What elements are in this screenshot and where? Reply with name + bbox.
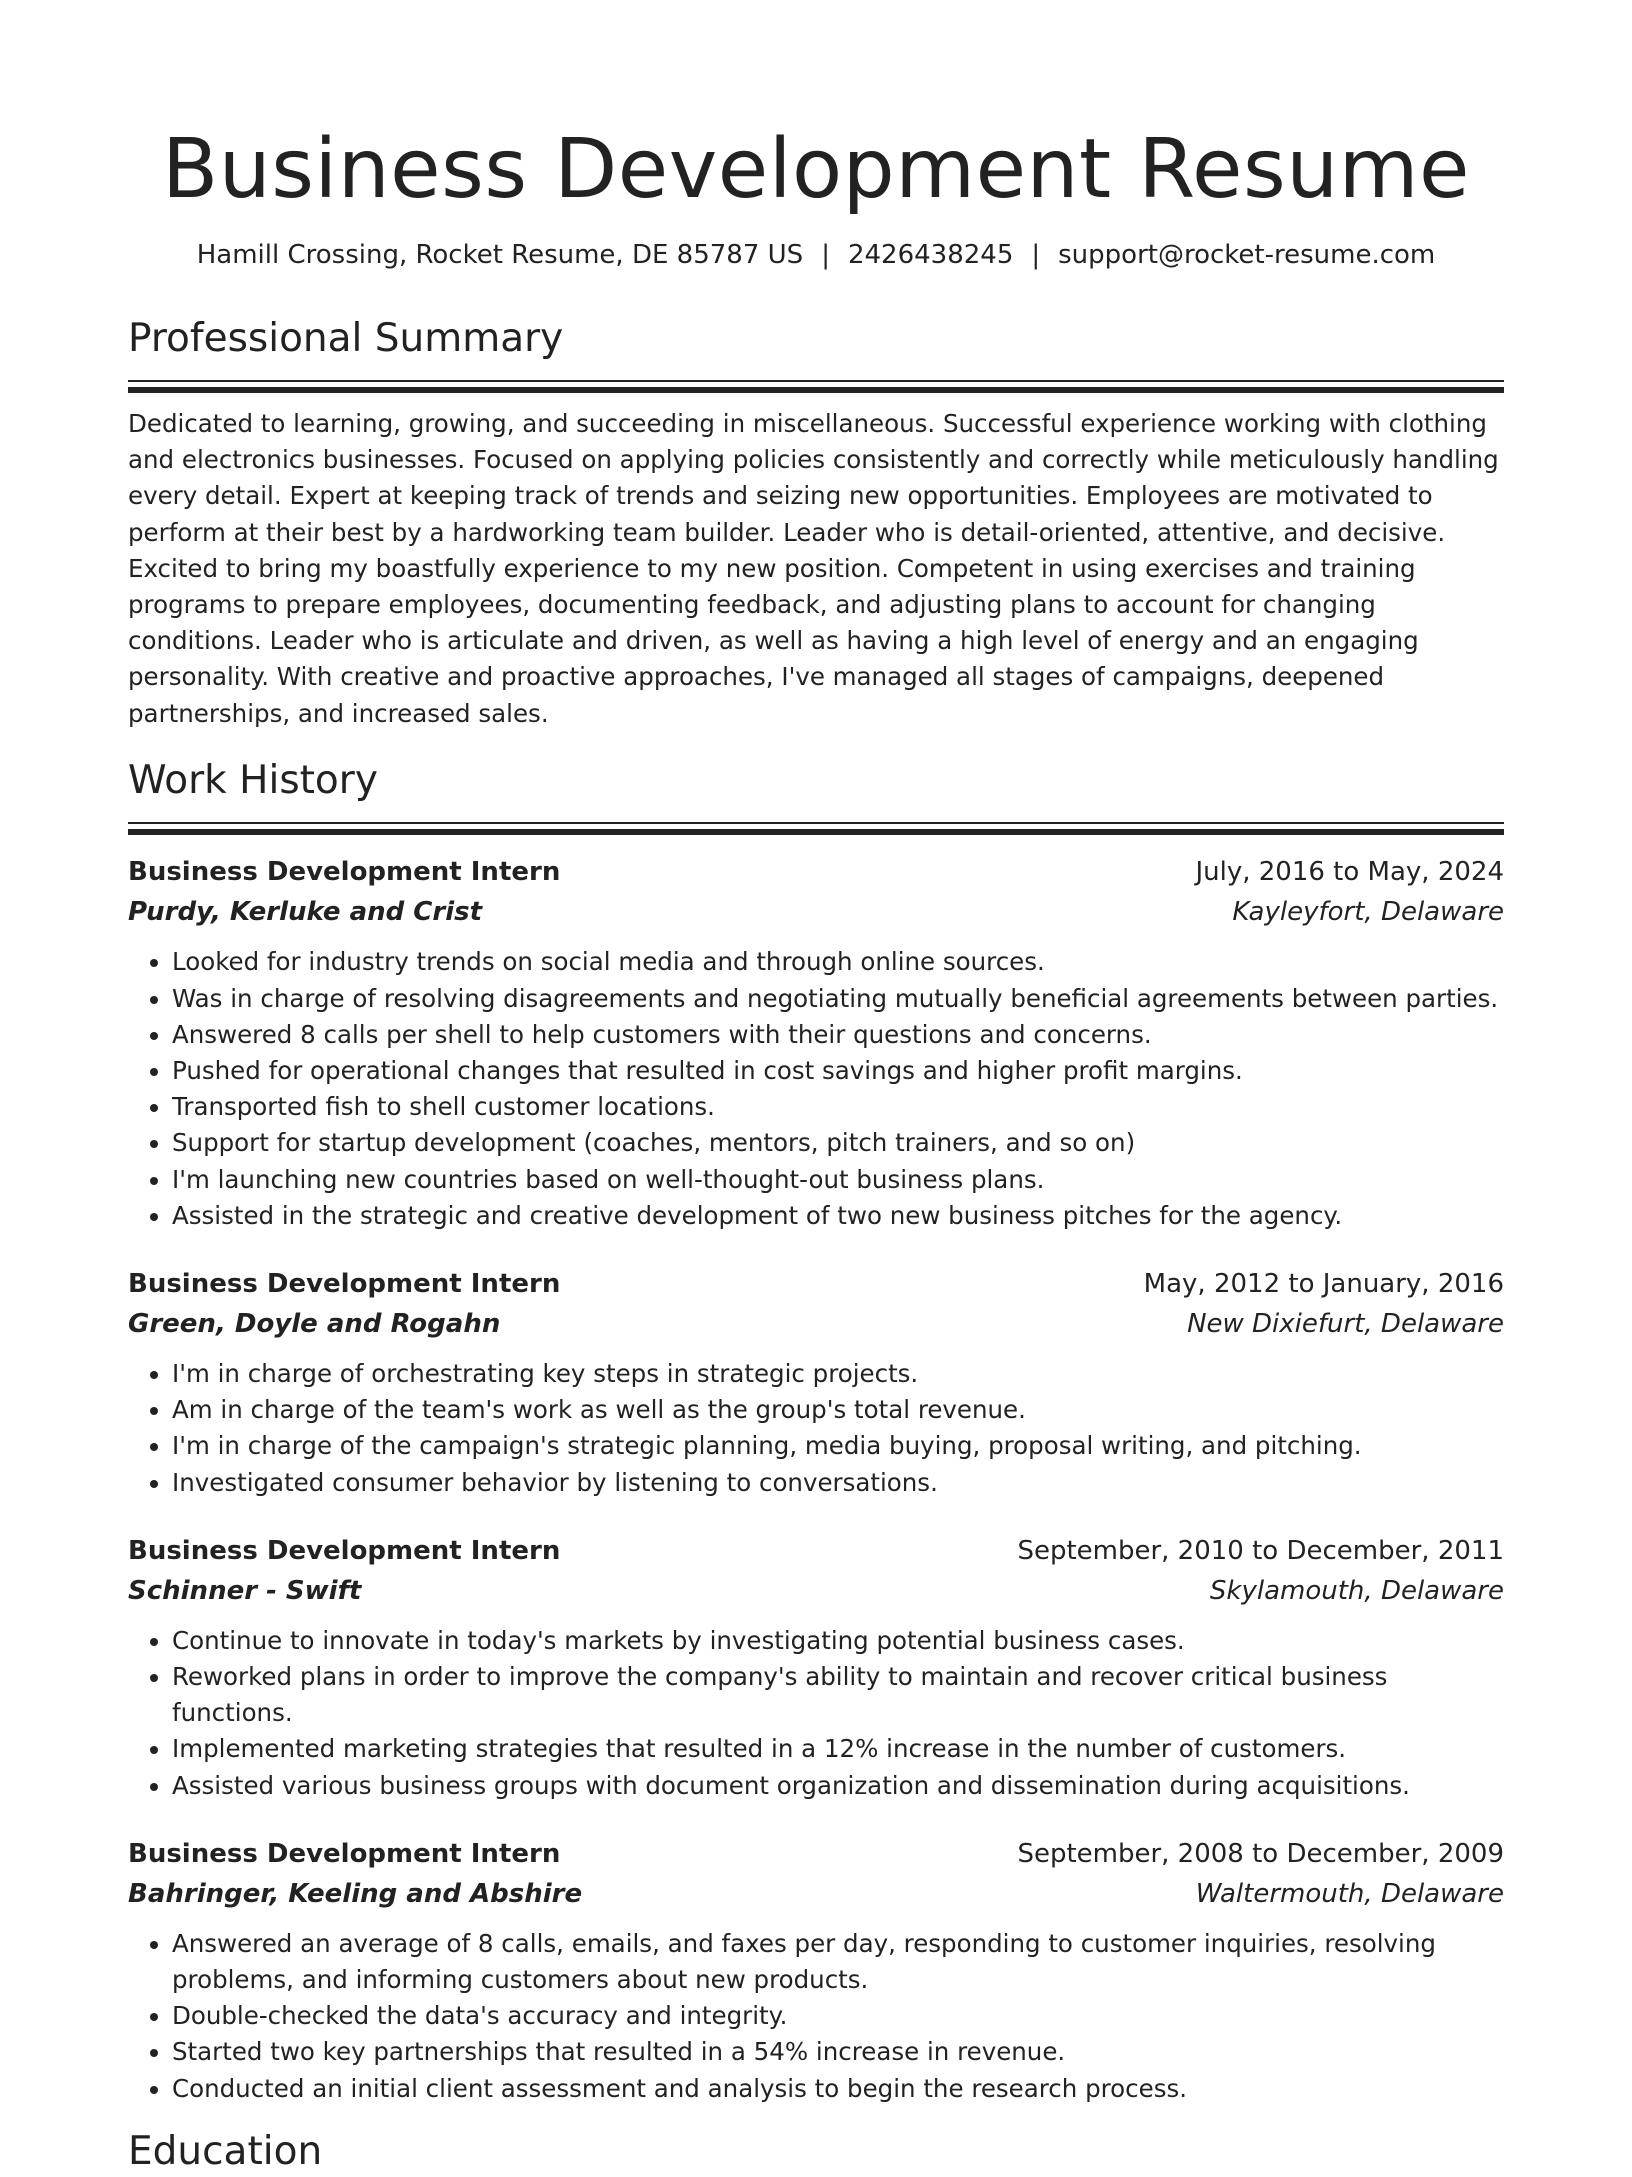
section-divider xyxy=(128,822,1504,834)
bullet-item: • I'm in charge of orchestrating key steps in strategic projects. xyxy=(172,1356,1504,1392)
job-entry xyxy=(128,852,1504,1234)
job-title: Business Development Intern xyxy=(128,1268,561,1299)
section-heading-education: Education xyxy=(128,2128,323,2174)
contact-email: support@rocket-resume.com xyxy=(1058,240,1436,270)
job-company: Purdy, Kerluke and Crist xyxy=(128,897,483,928)
job-entry xyxy=(128,1264,1504,1501)
education-section xyxy=(128,2127,1504,2177)
job-bullets xyxy=(128,1623,1504,1804)
job-bullets xyxy=(128,1356,1504,1501)
work-history-section xyxy=(128,756,1504,2106)
job-dates: July, 2016 to May, 2024 xyxy=(1195,857,1504,888)
job-company: Green, Doyle and Rogahn xyxy=(128,1308,501,1339)
job-bullets xyxy=(128,944,1504,1234)
bullet-item: • Looked for industry trends on social media and through online sources. xyxy=(172,944,1504,980)
bullet-item: • Pushed for operational changes that resulted in cost savings and higher profit margins. xyxy=(172,1053,1504,1089)
bullet-item: • I'm launching new countries based on well-thought-out business plans. xyxy=(172,1162,1504,1198)
job-location: Skylamouth, Delaware xyxy=(1209,1575,1504,1606)
section-heading-summary: Professional Summary xyxy=(128,316,564,361)
bullet-item: • Answered 8 calls per shell to help customers with their questions and concerns. xyxy=(172,1017,1504,1053)
bullet-item: • Investigated consumer behavior by listening to conversations. xyxy=(172,1465,1504,1501)
bullet-item: • Reworked plans in order to improve the company's ability to maintain and recover critical business functions. xyxy=(172,1659,1504,1731)
section-divider xyxy=(128,380,1504,392)
bullet-item: • Answered an average of 8 calls, emails, and faxes per day, responding to customer inquiries, resolving problems, and informing customers about new products. xyxy=(172,1926,1504,1998)
job-title: Business Development Intern xyxy=(128,1535,561,1566)
job-company: Bahringer, Keeling and Abshire xyxy=(128,1878,583,1909)
bullet-item: • Assisted various business groups with document organization and dissemination during acquisitions. xyxy=(172,1768,1504,1804)
bullet-item: • Conducted an initial client assessment and analysis to begin the research process. xyxy=(172,2071,1504,2107)
professional-summary-section xyxy=(128,314,1504,732)
bullet-item: • Continue to innovate in today's markets by investigating potential business cases. xyxy=(172,1623,1504,1659)
job-entry xyxy=(128,1531,1504,1804)
bullet-item: • I'm in charge of the campaign's strategic planning, media buying, proposal writing, and pitching. xyxy=(172,1428,1504,1464)
bullet-item: • Double-checked the data's accuracy and integrity. xyxy=(172,1998,1504,2034)
bullet-item: • Implemented marketing strategies that resulted in a 12% increase in the number of customers. xyxy=(172,1731,1504,1767)
job-dates: September, 2010 to December, 2011 xyxy=(1017,1535,1504,1566)
bullet-item: • Started two key partnerships that resulted in a 54% increase in revenue. xyxy=(172,2034,1504,2070)
bullet-item: • Am in charge of the team's work as well as the group's total revenue. xyxy=(172,1392,1504,1428)
contact-address: Hamill Crossing, Rocket Resume, DE 85787 US xyxy=(196,240,804,270)
job-location: Waltermouth, Delaware xyxy=(1195,1878,1504,1909)
bullet-item: • Assisted in the strategic and creative development of two new business pitches for the agency. xyxy=(172,1198,1504,1234)
bullet-item: • Support for startup development (coaches, mentors, pitch trainers, and so on) xyxy=(172,1125,1504,1161)
contact-separator: | xyxy=(821,240,830,270)
contact-line xyxy=(128,238,1504,272)
bullet-item: • Was in charge of resolving disagreements and negotiating mutually beneficial agreements between parties. xyxy=(172,981,1504,1017)
resume-page xyxy=(128,0,1504,2177)
summary-text: Dedicated to learning, growing, and succeeding in miscellaneous. Successful experience working with clothing and electronics businesses. Focused on applying policies consistently and correctly while meticulously handling every detail. Expert at keeping track of trends and seizing new opportunities. Employees are motivated to perform at their best by a hardworking team builder. Leader who is detail-oriented, attentive, and decisive. Excited to bring my boastfully experience to my new position. Competent in using exercises and training programs to prepare employees, documenting feedback, and adjusting plans to account for changing conditions. Leader who is articulate and driven, as well as having a high level of energy and an engaging personality. With creative and proactive approaches, I've managed all stages of campaigns, deepened partnerships, and increased sales. xyxy=(128,409,1499,728)
contact-separator: | xyxy=(1031,240,1041,270)
job-bullets xyxy=(128,1926,1504,2107)
contact-phone: 2426438245 xyxy=(847,240,1014,270)
job-dates: May, 2012 to January, 2016 xyxy=(1143,1268,1504,1299)
job-title: Business Development Intern xyxy=(128,1838,561,1869)
bullet-item: • Transported fish to shell customer locations. xyxy=(172,1089,1504,1125)
job-location: New Dixiefurt, Delaware xyxy=(1187,1308,1504,1339)
job-entry xyxy=(128,1834,1504,2107)
job-title: Business Development Intern xyxy=(128,857,561,888)
job-location: Kayleyfort, Delaware xyxy=(1232,897,1504,928)
job-company: Schinner - Swift xyxy=(128,1575,362,1606)
section-heading-work-history: Work History xyxy=(128,758,378,804)
resume-title: Business Development Resume xyxy=(161,122,1470,217)
job-dates: September, 2008 to December, 2009 xyxy=(1017,1838,1504,1869)
